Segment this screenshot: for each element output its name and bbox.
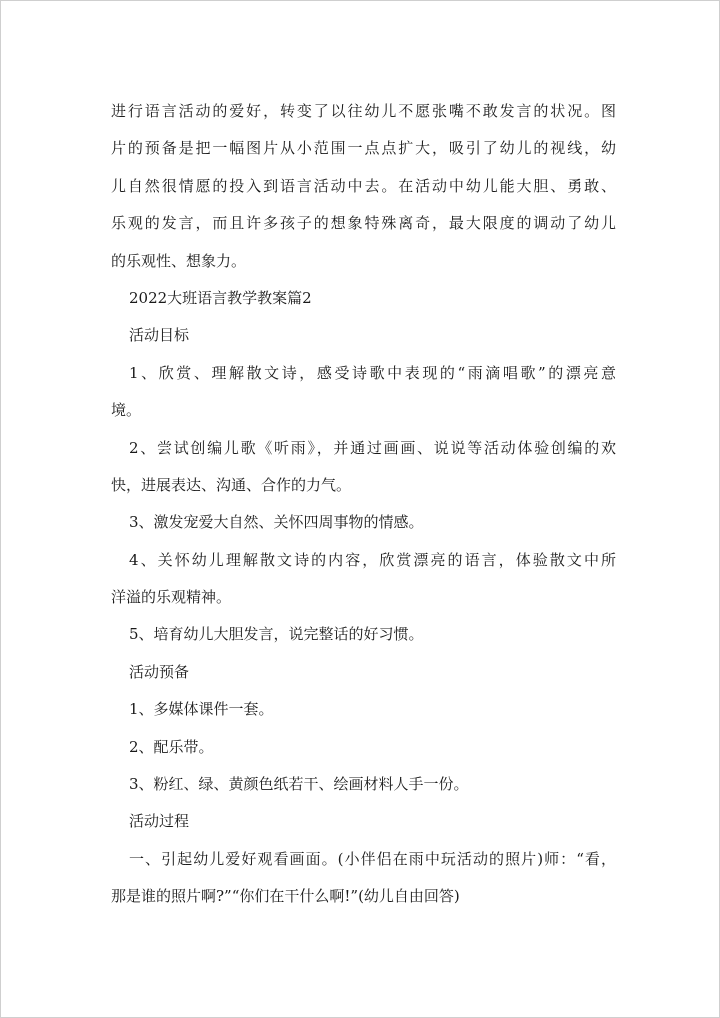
text-line: 1、多媒体课件一套。	[129, 700, 274, 719]
text-line: 进行语言活动的爱好，转变了以往幼儿不愿张嘴不敢发言的状况。图	[111, 102, 616, 120]
text-line: 1、欣赏、理解散文诗，感受诗歌中表现的“雨滴唱歌”的漂亮意	[129, 363, 616, 382]
text-line: 活动目标	[129, 326, 190, 345]
text-line: 儿自然很情愿的投入到语言活动中去。在活动中幼儿能大胆、勇敢、	[111, 176, 616, 195]
text-line: 片的预备是把一幅图片从小范围一点点扩大，吸引了幼儿的视线，幼	[111, 139, 616, 158]
text-line: 境。	[111, 401, 142, 420]
text-line: 2022大班语言教学教案篇2	[129, 288, 312, 307]
text-line: 一、引起幼儿爱好观看画面。(小伴侣在雨中玩活动的照片)师：“看，	[129, 849, 616, 868]
text-line: 3、粉红、绿、黄颜色纸若干、绘画材料人手一份。	[129, 775, 469, 794]
text-line: 2、尝试创编儿歌《听雨》，并通过画画、说说等活动体验创编的欢	[129, 438, 616, 457]
text-line: 5、培育幼儿大胆发言，说完整话的好习惯。	[129, 625, 424, 644]
text-line: 3、激发宠爱大自然、关怀四周事物的情感。	[129, 513, 424, 532]
text-line: 快，进展表达、沟通、合作的力气。	[111, 475, 352, 494]
text-line: 2、配乐带。	[129, 737, 214, 756]
text-line: 那是谁的照片啊?”“你们在干什么啊!”(幼儿自由回答)	[111, 887, 460, 906]
text-line: 活动预备	[129, 662, 190, 681]
document-body	[111, 93, 616, 916]
text-line: 乐观的发言，而且许多孩子的想象特殊离奇，最大限度的调动了幼儿	[111, 214, 616, 233]
text-line: 4、关怀幼儿理解散文诗的内容，欣赏漂亮的语言，体验散文中所	[129, 550, 616, 569]
text-line: 活动过程	[129, 812, 190, 831]
text-line: 洋溢的乐观精神。	[111, 588, 232, 607]
text-line: 的乐观性、想象力。	[111, 251, 247, 270]
